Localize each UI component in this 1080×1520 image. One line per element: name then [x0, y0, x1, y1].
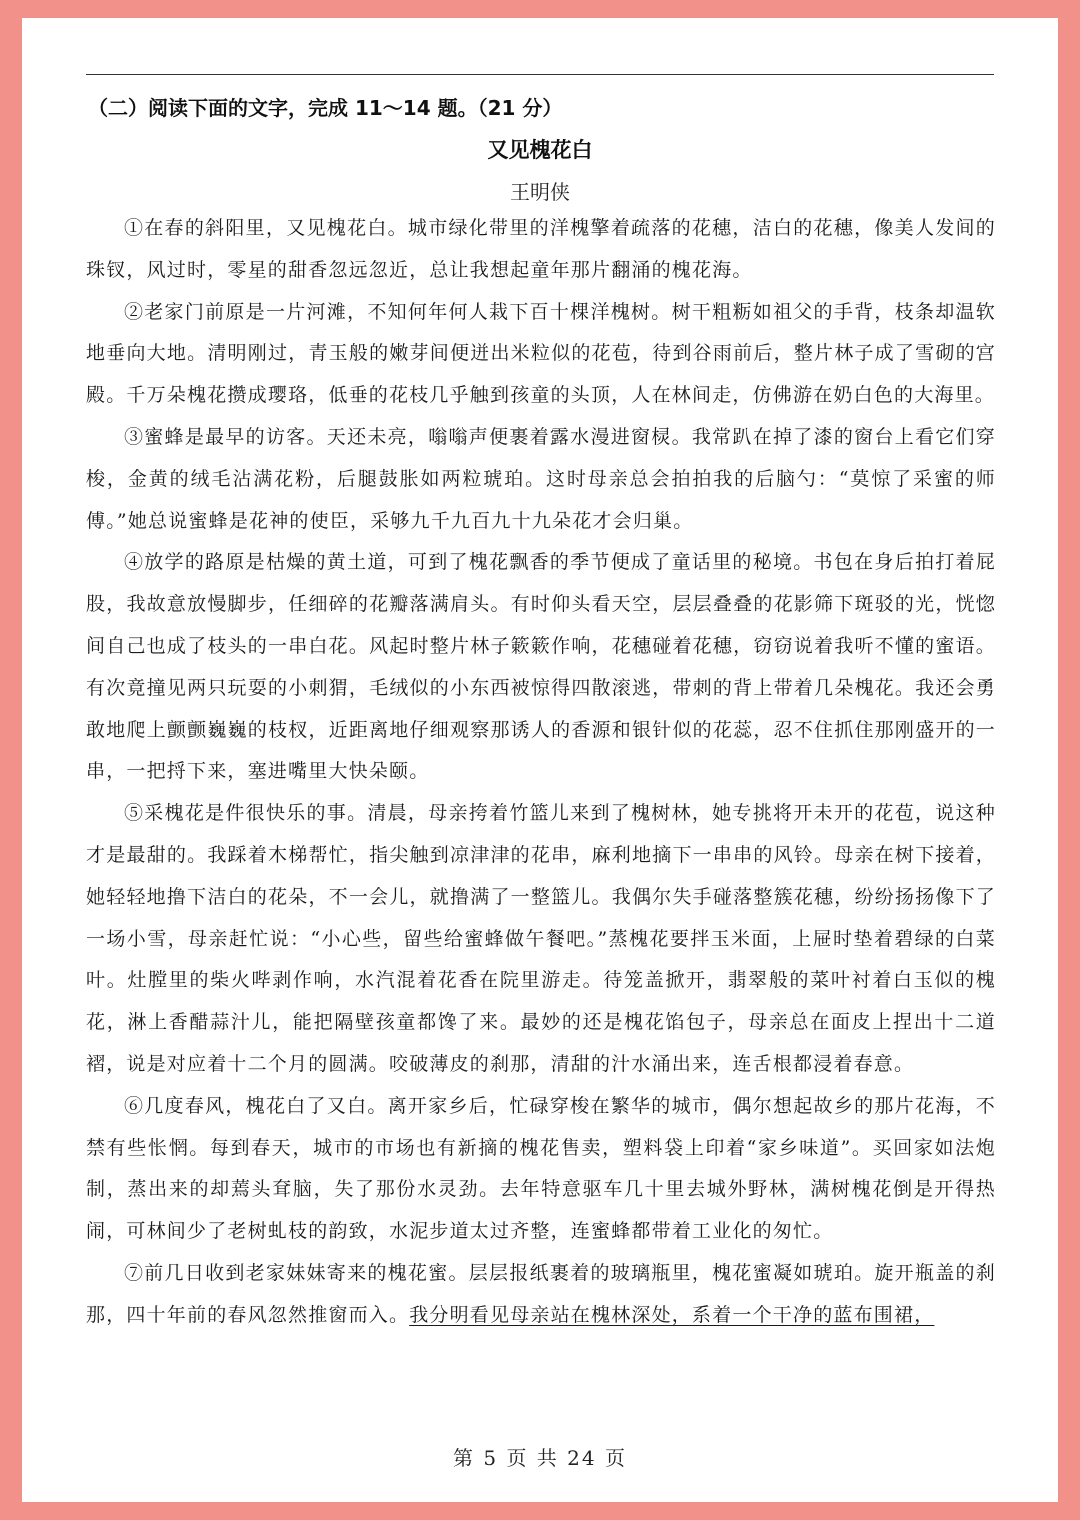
section-heading: （二）阅读下面的文字，完成 11～14 题。（21 分） — [88, 96, 563, 120]
paragraph-7-text: ⑦前几日收到老家妹妹寄来的槐花蜜。层层报纸裹着的玻璃瓶里，槐花蜜凝如琥珀。旋开瓶盖的刹那，四十年前的春风忽然推窗而入。 — [86, 1261, 996, 1326]
paragraph-1: ①在春的斜阳里，又见槐花白。城市绿化带里的洋槐擎着疏落的花穗，洁白的花穗，像美人发间的珠钗，风过时，零星的甜香忽远忽近，总让我想起童年那片翻涌的槐花海。 — [86, 217, 996, 281]
exam-page — [22, 18, 1058, 1502]
paragraph-4: ④放学的路原是枯燥的黄土道，可到了槐花飘香的季节便成了童话里的秘境。书包在身后拍打着屁股，我故意放慢脚步，任细碎的花瓣落满肩头。有时仰头看天空，层层叠叠的花影筛下斑驳的光，恍惚间自己也成了枝头的一串白花。风起时整片林子簌簌作响，花穗碰着花穗，窃窃说着我听不懂的蜜语。有次竟撞见两只玩耍的小刺猬，毛绒似的小东西被惊得四散滚逃，带刺的背上带着几朵槐花。我还会勇敢地爬上颤颤巍巍的枝杈，近距离地仔细观察那诱人的香源和银针似的花蕊，忍不住抓住那刚盛开的一串，一把捋下来，塞进嘴里大快朵颐。 — [86, 551, 996, 783]
paragraph-7 — [86, 1253, 996, 1337]
paragraph-2: ②老家门前原是一片河滩，不知何年何人栽下百十棵洋槐树。树干粗粝如祖父的手背，枝条却温软地垂向大地。清明刚过，青玉般的嫩芽间便迸出米粒似的花苞，待到谷雨前后，整片林子成了雪砌的宫殿。千万朵槐花攒成璎珞，低垂的花枝几乎触到孩童的头顶，人在林间走，仿佛游在奶白色的大海里。 — [86, 300, 996, 407]
paragraph-5: ⑤采槐花是件很快乐的事。清晨，母亲挎着竹篮儿来到了槐树林，她专挑将开未开的花苞，说这种才是最甜的。我踩着木梯帮忙，指尖触到凉津津的花串，麻利地摘下一串串的风铃。母亲在树下接着，她轻轻地撸下洁白的花朵，不一会儿，就撸满了一整篮儿。我偶尔失手碰落整簇花穗，纷纷扬扬像下了一场小雪，母亲赶忙说：“小心些，留些给蜜蜂做午餐吧。”蒸槐花要拌玉米面，上屉时垫着碧绿的白菜叶。灶膛里的柴火哔剥作响，水汽混着花香在院里游走。待笼盖掀开，翡翠般的菜叶衬着白玉似的槐花，淋上香醋蒜汁儿，能把隔壁孩童都馋了来。最妙的还是槐花馅包子，母亲总在面皮上捏出十二道褶，说是对应着十二个月的圆满。咬破薄皮的刹那，清甜的汁水涌出来，连舌根都浸着春意。 — [86, 802, 996, 1075]
underlined-passage: 我分明看见母亲站在槐林深处，系着一个干净的蓝布围裙， — [409, 1303, 935, 1326]
paragraph-6: ⑥几度春风，槐花白了又白。离开家乡后，忙碌穿梭在繁华的城市，偶尔想起故乡的那片花海，不禁有些怅惘。每到春天，城市的市场也有新摘的槐花售卖，塑料袋上印着“家乡味道”。买回家如法炮制，蒸出来的却蔫头耷脑，失了那份水灵劲。去年特意驱车几十里去城外野林，满树槐花倒是开得热闹，可林间少了老树虬枝的韵致，水泥步道太过齐整，连蜜蜂都带着工业化的匆忙。 — [86, 1094, 996, 1243]
article-author: 王明侠 — [510, 180, 570, 204]
article-body — [86, 208, 996, 1337]
top-rule — [86, 74, 994, 75]
article-title: 又见槐花白 — [487, 138, 593, 162]
page-number: 第 5 页 共 24 页 — [453, 1446, 627, 1470]
paragraph-3: ③蜜蜂是最早的访客。天还未亮，嗡嗡声便裹着露水漫进窗棂。我常趴在掉了漆的窗台上看它们穿梭，金黄的绒毛沾满花粉，后腿鼓胀如两粒琥珀。这时母亲总会拍拍我的后脑勺：“莫惊了采蜜的师傅。”她总说蜜蜂是花神的使臣，采够九千九百九十九朵花才会归巢。 — [86, 425, 996, 532]
